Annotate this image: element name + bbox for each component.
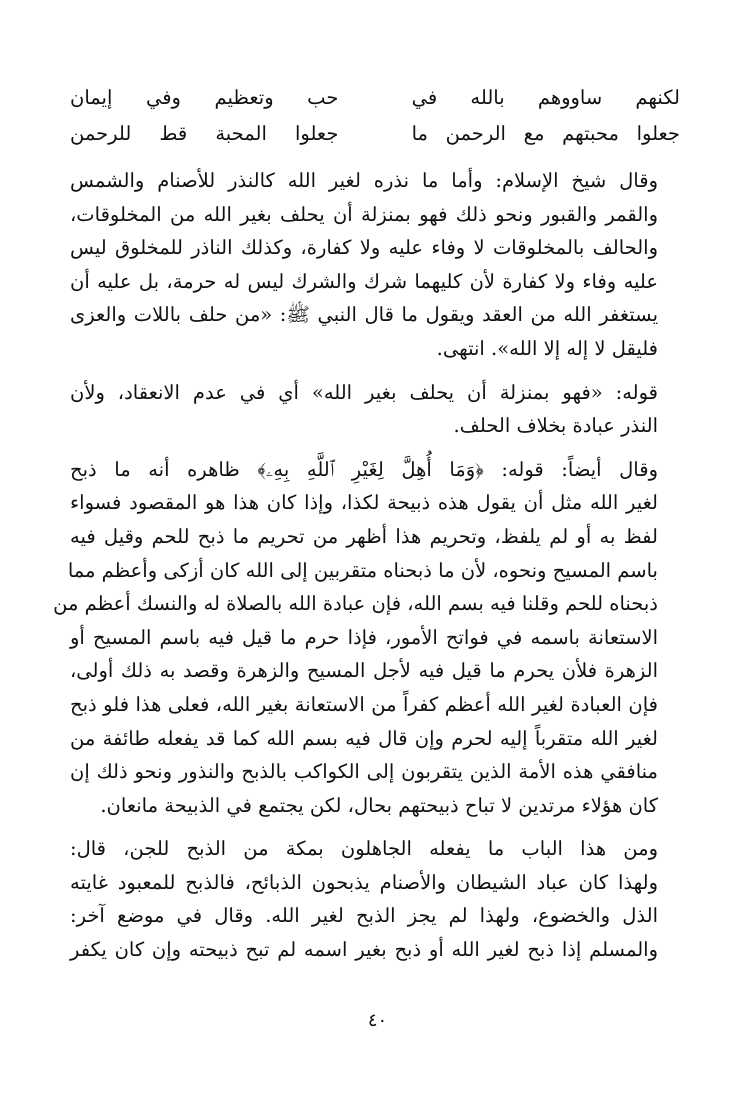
text-line: الاستعانة باسمه في فواتح الأمور، فإذا حرم ما قيل فيه باسم المسيح أو (70, 625, 658, 649)
text-line: لفظ به أو لم يلفظ، وتحريم هذا أظهر من تحريم ما ذبح للحم وقيل فيه (70, 524, 658, 548)
text-line: وقال شيخ الإسلام: وأما ما نذره لغير الله كالنذر للأصنام والشمس (70, 169, 658, 192)
text-line: قوله: «فهو بمنزلة أن يحلف بغير الله» أي في عدم الانعقاد، ولأن (70, 380, 658, 404)
paragraph-jinn-slaughter (70, 832, 680, 966)
text-line: باسم المسيح ونحوه، لأن ما ذبحناه متقربين إلى الله كان أزكى وأعظم مما (67, 558, 658, 582)
poem-hemistich-left: جعلوا المحبة قط للرحمن (70, 122, 339, 145)
poem-line (70, 80, 680, 116)
text-line: منافقي هذه الأمة الذين يتقربون إلى الكواكب بالذبح والنذور ونحو ذلك إن (70, 760, 658, 784)
paragraph-commentary (70, 376, 680, 443)
poem-hemistich-right: لكنهم ساووهم بالله في (411, 86, 680, 109)
page-number: ٤٠ (367, 1010, 388, 1031)
poem-hemistich-left: حب وتعظيم وفي إيمان (70, 86, 339, 109)
text-line: والمسلم إذا ذبح لغير الله أو ذبح بغير اسمه لم تبح ذبيحته وإن كان يكفر (70, 938, 658, 962)
text-line: والحالف بالمخلوقات لا وفاء عليه ولا كفارة، وكذلك الناذر للمخلوق ليس (70, 236, 658, 260)
poem (70, 80, 680, 152)
text-line: ومن هذا الباب ما يفعله الجاهلون بمكة من الذبح للجن، قال: (70, 837, 658, 861)
text-line: ولهذا كان عباد الشيطان والأصنام يذبحون الذبائح، فالذبح للمعبود غايته (70, 870, 658, 894)
text-line: لغير الله مثل أن يقول هذه ذبيحة لكذا، وإذا كان هذا هو المقصود فسواء (70, 491, 658, 515)
paragraph-slaughter-ruling (53, 453, 680, 823)
text-line: الزهرة فلأن يحرم ما قيل فيه لأجل المسيح والزهرة وقصد به ذلك أولى، (70, 659, 658, 683)
text-line: الذل والخضوع، ولهذا لم يجز الذبح لغير الله. وقال في موضع آخر: (70, 904, 658, 928)
text-line: ذبحناه للحم وقلنا فيه بسم الله، فإن عبادة الله بالصلاة له والنسك أعظم من (53, 592, 658, 616)
text-line: لغير الله متقرباً إليه لحرم وإن قال فيه بسم الله كما قد يفعله طائفة من (70, 726, 658, 750)
text-line: فليقل لا إله إلا الله». انتهى. (436, 336, 658, 360)
text-line: يستغفر الله من العقد ويقول ما قال النبي ﷺ: «من حلف باللات والعزى (70, 303, 658, 327)
poem-line (70, 116, 680, 152)
text-line: والقمر والقبور ونحو ذلك فهو بمنزلة أن يحلف بغير الله من المخلوقات، (70, 202, 658, 226)
paragraph-ibn-taymiyyah-quote (70, 164, 680, 366)
text-line: فإن العبادة لغير الله أعظم كفراً من الاستعانة بغير الله، فعلى هذا فلو ذبح (70, 692, 658, 716)
poem-hemistich-right: جعلوا محبتهم مع الرحمن ما (411, 122, 680, 145)
text-line: كان هؤلاء مرتدين لا تباح ذبيحتهم بحال، لكن يجتمع في الذبيحة مانعان. (100, 793, 658, 817)
text-line: النذر عبادة بخلاف الحلف. (453, 414, 658, 438)
page-body (53, 80, 680, 977)
text-line: وقال أيضاً: قوله: ﴿وَمَا أُهِلَّ لِغَيْرِ ٱللَّهِ بِهِۦ﴾ ظاهره أنه ما ذبح (70, 457, 658, 481)
text-line: عليه وفاء ولا كفارة لأن كليهما شرك والشرك ليس له حرمة، بل عليه أن (70, 269, 658, 293)
